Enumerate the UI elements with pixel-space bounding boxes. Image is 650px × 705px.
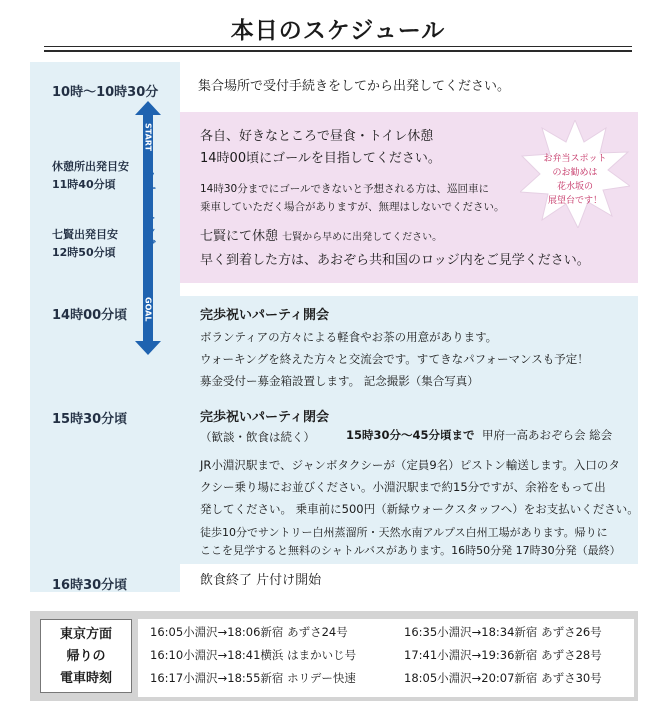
party-close-line1: JR小淵沢駅まで、ジャンボタクシーが（定員9名）ピストン輸送します。入口のタ [200,458,620,472]
train-label-line3: 電車時刻 [59,671,112,686]
shichiken-note: 七賢から早めに出発してください。 [282,232,443,243]
burst-line1: お弁当スポット [543,154,607,164]
rest1-label: 休憩所出発目安 [52,160,129,173]
walking-arrow [134,101,162,355]
time-goal: 14時00分頃 [52,308,128,323]
rest2-time: 12時50分頃 [52,246,116,259]
train-right-3: 18:05小淵沢→20:07新宿 あずさ30号 [404,671,602,685]
rest1-time: 11時40分頃 [52,178,116,191]
train-right-1: 16:35小淵沢→18:34新宿 あずさ26号 [404,625,602,639]
party-open-line3: 募金受付ー募金箱設置します。 記念撮影（集合写真） [200,374,479,388]
walking-note2: 乗車していただく場合がありますが、無理はしないでください。 [200,201,505,213]
burst-line2: のお勧めは [552,168,598,178]
party-close-line5: ここを見学すると無料のシャトルバスがあります。16時50分発 17時30分発（最終） [200,544,621,557]
walking-note1: 14時30分までにゴールできないと予想される方は、巡回車に [200,183,490,195]
lunch-spot-text [528,152,622,208]
walking-line1: 各自、好きなところで昼食・トイレ休憩 [200,129,434,144]
burst-line3: 花水坂の [556,182,593,192]
train-label-line2: 帰りの [66,649,106,664]
train-timetable-label [40,619,132,693]
shichiken-rest [200,226,442,249]
meeting-time: 15時30分～45分頃まで [346,428,475,442]
party-open-heading: 完歩祝いパーティ開会 [200,308,329,323]
party-open-line1: ボランティアの方々による軽食やお茶の用意があります。 [200,330,498,344]
rest2-label: 七賢出発目安 [52,228,118,241]
party-close-line4: 徒歩10分でサントリー白州蒸溜所・天然水南アルプス白州工場があります。帰りに [200,526,608,539]
title-bar [44,6,632,52]
early-arrival-text: 早く到着した方は、あおぞら共和国のロッジ内をご見学ください。 [200,253,590,268]
party-close-line2: クシー乗り場にお並びください。小淵沢駅まで約15分ですが、余裕をもって出 [200,480,606,494]
meeting-name: 甲府一高あおぞら会 総会 [482,428,613,442]
party-open-line2: ウォーキングを終えた方々と交流会です。すてきなパフォーマンスも予定！ [200,352,589,366]
arrow-goal-label: GOAL [143,297,153,322]
shichiken-label: 七賢にて休憩 [200,229,279,244]
time-start: 10時～10時30分 [52,85,159,100]
train-right-2: 17:41小淵沢→19:36新宿 あずさ28号 [404,648,602,662]
train-left-3: 16:17小淵沢→18:55新宿 ホリデー快速 [150,671,356,685]
train-label-line1: 東京方面 [59,627,112,642]
arrow-middle-label: ウォーキング [140,169,156,253]
party-close-sub: （歓談・飲食は続く） [200,430,315,444]
party-close-line3: 発してください。 乗車前に500円（新緑ウォークスタッフへ）をお支払いください。 [200,502,639,516]
party-close-heading: 完歩祝いパーティ閉会 [200,410,329,425]
train-left-1: 16:05小淵沢→18:06新宿 あずさ24号 [150,625,348,639]
time-close: 15時30分頃 [52,412,128,427]
train-left-2: 16:10小淵沢→18:41横浜 はまかいじ号 [150,648,357,662]
walking-line2: 14時00頃にゴールを目指してください。 [200,151,441,166]
arrow-start-label: START [143,123,153,152]
page-title: 本日のスケジュール [230,18,446,44]
time-end: 16時30分頃 [52,578,128,593]
end-text: 飲食終了 片付け開始 [200,573,322,588]
burst-line4: 展望台です！ [547,196,602,206]
row1-text: 集合場所で受付手続きをしてから出発してください。 [198,79,511,94]
